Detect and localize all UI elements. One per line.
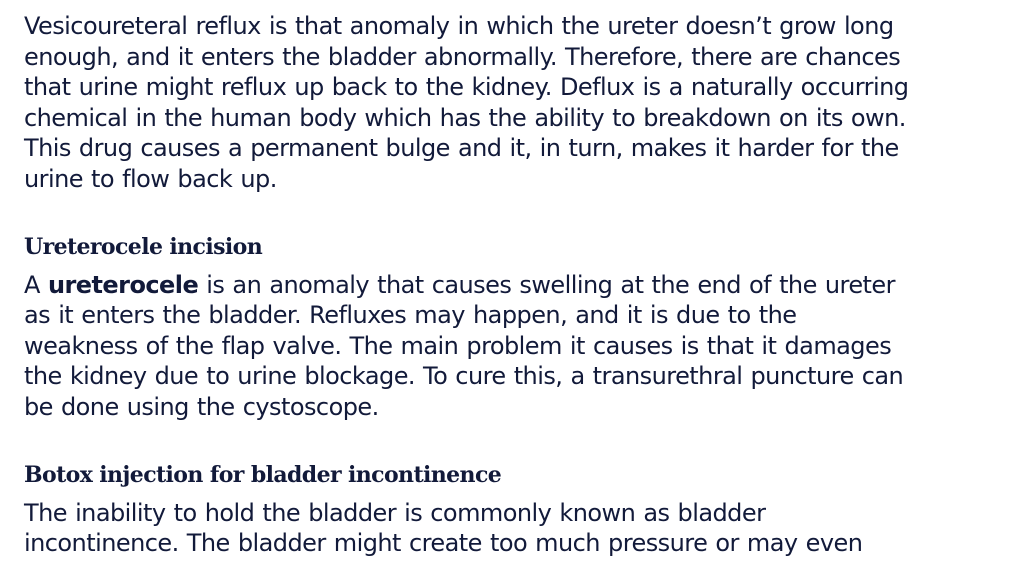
- ureterocele-line: [24, 270, 1009, 301]
- ureterocele-line: the kidney due to urine blockage. To cure this, a transurethral puncture can: [24, 362, 904, 391]
- section-heading-ureterocele: Ureterocele incision: [24, 233, 263, 260]
- intro-line: enough, and it enters the bladder abnormally. Therefore, there are chances: [24, 42, 901, 71]
- section-spacer: [24, 195, 1009, 232]
- ureterocele-suffix: is an anomaly that causes swelling at the end of the ureter: [198, 270, 895, 299]
- intro-line: urine to flow back up.: [24, 164, 277, 193]
- intro-paragraph: [24, 11, 1009, 195]
- ureterocele-paragraph: [24, 270, 1009, 423]
- section-heading-botox: Botox injection for bladder incontinence: [24, 461, 502, 488]
- heading-spacer: [24, 490, 1009, 498]
- intro-line: chemical in the human body which has the ability to breakdown on its own.: [24, 103, 906, 132]
- section-spacer: [24, 423, 1009, 460]
- heading-spacer: [24, 262, 1009, 270]
- ureterocele-line: weakness of the flap valve. The main problem it causes is that it damages: [24, 331, 892, 360]
- ureterocele-line: as it enters the bladder. Refluxes may happen, and it is due to the: [24, 301, 797, 330]
- ureterocele-term: ureterocele: [47, 270, 199, 299]
- botox-line: The inability to hold the bladder is commonly known as bladder: [24, 498, 766, 527]
- botox-line: incontinence. The bladder might create too much pressure or may even: [24, 529, 863, 558]
- intro-line: This drug causes a permanent bulge and it, in turn, makes it harder for the: [24, 134, 899, 163]
- ureterocele-line: be done using the cystoscope.: [24, 392, 379, 421]
- intro-line: Vesicoureteral reflux is that anomaly in which the ureter doesn’t grow long: [24, 12, 894, 40]
- ureterocele-prefix: A: [24, 270, 48, 299]
- article-body: [24, 11, 1009, 559]
- intro-line: that urine might reflux up back to the kidney. Deflux is a naturally occurring: [24, 73, 909, 102]
- botox-paragraph: [24, 498, 1009, 559]
